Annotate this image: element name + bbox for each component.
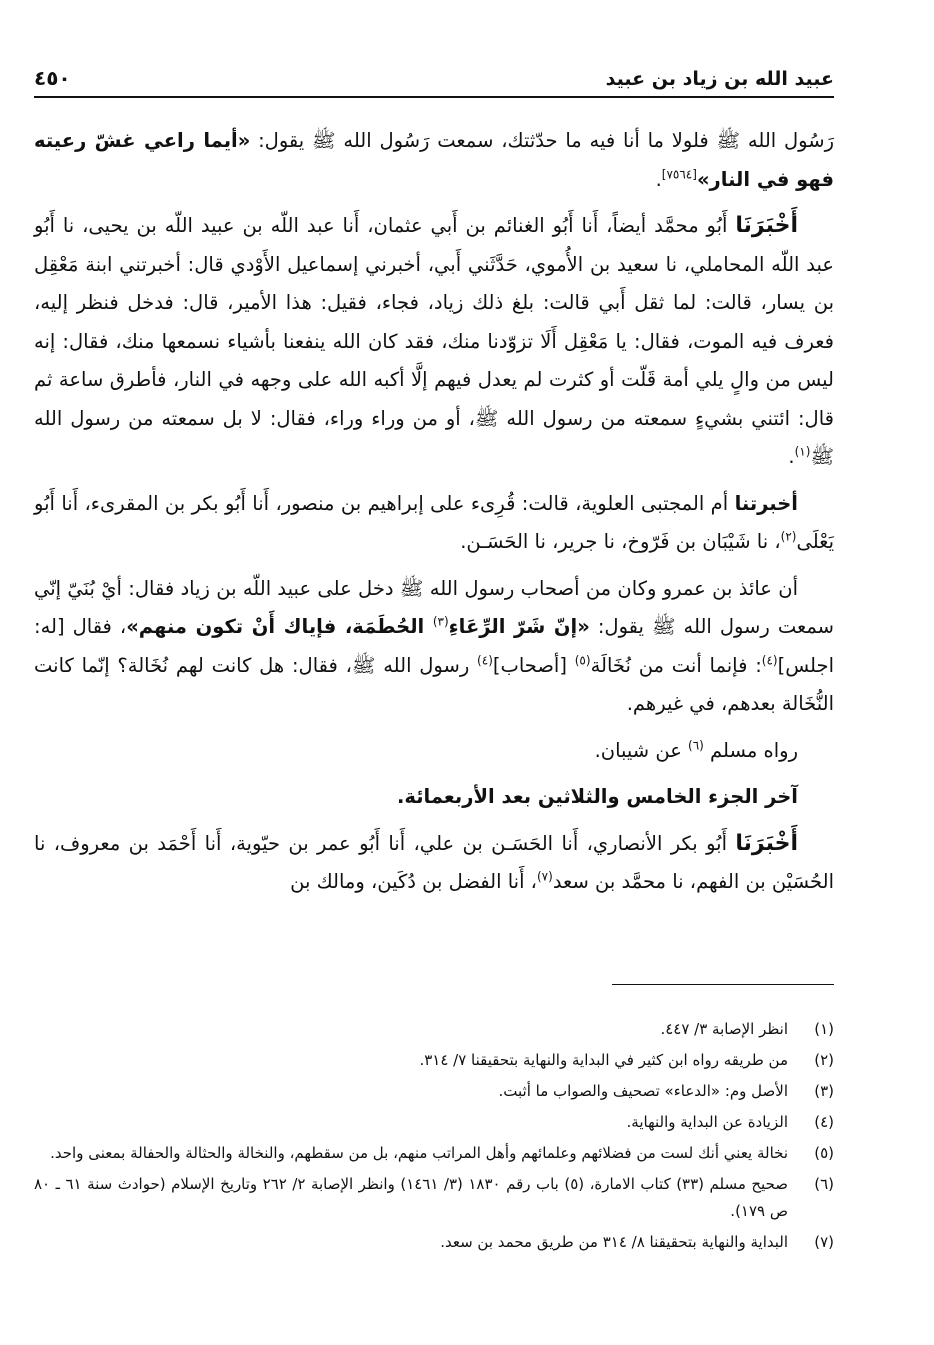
chain-lead: أخبرتنا	[734, 491, 798, 515]
footnote-separator	[612, 984, 834, 985]
footnotes	[34, 1016, 834, 1260]
footnote-number: (٣)	[814, 1082, 834, 1100]
text-run: أَبُو محمَّد أيضاً، أَنا أَبُو الغنائم بن أَبي عثمان، أَنا عبد اللّه بن عبيد اللّه بن يحيى، نا أَبُو عبد اللّه المحاملي، نا سعيد بن الأُموي، حَدَّثَني أَبي، أخبرني إسماعيل الأَوْدي قال: أخبرتني ابنة مَعْقِل بن يسار، قالت: لما ثقل أَبي قالت: بلغ ذلك زياد، فجاء، فقيل: هذا الأمير، قال: فدخل فنظر إليه، فعرف فيه الموت، فقال: يا مَعْقِل أَلَا تزوّدنا منك، فقد كان الله ينفعنا بأشياء نسمعها منك، فقال: إنه ليس من والٍ يلي أمة قَلّت أو كثرت لم يعدل فيهم إلَّا أكبه الله على وجهه في النار، فأطرق ساعة ثم قال: ائتني بشيءٍ سمعته من رسول الله ﷺ، أو من وراء وراء، فقال: لا بل سمعته من رسول الله ﷺ	[34, 214, 834, 468]
chain-lead: أَخْبَرَنَا	[735, 213, 798, 238]
footnote-number: (١)	[814, 1020, 834, 1038]
footnote-text: الزيادة عن البداية والنهاية.	[626, 1113, 788, 1131]
footnote-number: (٢)	[814, 1051, 834, 1069]
footnote-number: (٤)	[814, 1113, 834, 1131]
footnote-number: (٦)	[814, 1175, 834, 1193]
footnote	[34, 1171, 834, 1225]
text-run: أم المجتبى العلوية، قالت: قُرِىء على إبراهيم بن منصور، أَنا أَبُو بكر بن المقرىء، أَنا أَبُو يَعْلَى	[34, 491, 834, 553]
paragraph-1	[34, 122, 834, 199]
footnote	[34, 1140, 834, 1167]
paragraph-7	[34, 825, 834, 902]
hadith-quote: الحُطَمَة، فإياك أَنْ تكون منهم»	[126, 615, 433, 638]
footnote	[34, 1078, 834, 1105]
paragraph-6	[34, 778, 834, 817]
text-run: عن شيبان.	[594, 738, 689, 762]
text-run: .	[788, 445, 795, 468]
footnote-text: من طريقه رواه ابن كثير في البداية والنهاية بتحقيقنا ٧/ ٣١٤.	[419, 1051, 788, 1069]
page-number: ٤٥٠	[34, 66, 71, 90]
footnote-number: (٥)	[814, 1144, 834, 1162]
footnote-text: صحيح مسلم (٣٣) كتاب الامارة، (٥) باب رقم ١٨٣٠ (٣/ ١٤٦١) وانظر الإصابة ٢/ ٢٦٢ وتاريخ الإسلام (حوادث سنة ٦١ ـ ٨٠ ص ١٧٩).	[34, 1175, 788, 1220]
running-title: عبيد الله بن زياد بن عبيد	[605, 68, 834, 90]
text-run: ، فقال [له: اجلس]	[34, 615, 834, 677]
section-end-note: آخر الجزء الخامس والثلاثين بعد الأربعمائة.	[396, 785, 798, 808]
footnote-ref: (٢)	[780, 529, 797, 544]
footnote-ref: (٤)	[761, 653, 778, 667]
text-run: رواه مسلم	[703, 738, 798, 762]
text-run: ، نا شَيْبَان بن فَرّوخ، نا جرير، نا الحَسَـن.	[460, 530, 781, 553]
text-run: ، أَنا الفضل بن دُكَين، ومالك بن	[290, 870, 537, 893]
text-run: : فإنما أنت من نُخَالَة	[590, 653, 762, 677]
footnote-text: البداية والنهاية بتحقيقنا ٨/ ٣١٤ من طريق محمد بن سعد.	[440, 1233, 788, 1251]
hadith-ref: [٧٥٦٤]	[661, 167, 697, 181]
footnote	[34, 1047, 834, 1074]
paragraph-3	[34, 485, 834, 562]
footnote-ref: (٣)	[432, 614, 449, 629]
footnote-number: (٧)	[814, 1233, 834, 1251]
header-rule	[34, 96, 834, 98]
paragraph-2	[34, 207, 834, 477]
footnote-text: الأصل وم: «الدعاء» تصحيف والصواب ما أثبت.	[498, 1082, 788, 1100]
text-run: رسول الله ﷺ، فقال: هل كانت لهم نُخَالة؟ إنّما كانت النُّخَالة بعدهم، في غيرهم.	[34, 653, 834, 715]
footnote	[34, 1229, 834, 1256]
footnote-text: نخالة يعني أنك لست من فضلائهم وعلمائهم وأهل المراتب منهم، بل من سقطهم، والنخالة والحثالة والحفالة بمعنى واحد.	[50, 1144, 788, 1162]
text-run: .	[655, 167, 662, 191]
footnote-text: انظر الإصابة ٣/ ٤٤٧.	[660, 1020, 788, 1038]
text-run: [أصحاب]	[492, 653, 575, 677]
footnote	[34, 1016, 834, 1043]
footnote	[34, 1109, 834, 1136]
paragraph-5	[34, 732, 834, 771]
chain-lead: أَخْبَرَنَا	[735, 830, 798, 856]
footnote-ref: (٧)	[536, 869, 553, 884]
text-run: أن عائذ بن عمرو وكان من أصحاب رسول الله ﷺ دخل على عبيد اللّه بن زياد فقال: أيْ بُنَيّ إنّي سمعت رسول الله ﷺ يقول:	[34, 576, 834, 638]
paragraph-4	[34, 570, 834, 724]
hadith-quote: «أيما راعي غشّ رعيته فهو في النار»	[34, 129, 834, 191]
page-header	[34, 60, 834, 90]
main-text	[34, 122, 834, 910]
footnote-ref: (٥)	[574, 653, 591, 667]
hadith-quote: «إنّ شَرّ الرِّعَاءِ	[448, 615, 590, 638]
footnote-ref: (١)	[794, 444, 811, 459]
footnote-ref: (٤)	[477, 653, 493, 667]
footnote-ref: (٦)	[688, 738, 704, 752]
text-run: رَسُول الله ﷺ فلولا ما أنا فيه ما حدّثتك، سمعت رَسُول الله ﷺ يقول:	[250, 129, 834, 152]
text-run: أَبُو بكر الأنصاري، أَنا الحَسَـن بن علي، أَنا أَبُو عمر بن حيّوية، أَنا أَحْمَد بن معروف، نا الحُسَيْن بن الفهم، نا محمَّد بن سعد	[34, 831, 834, 893]
